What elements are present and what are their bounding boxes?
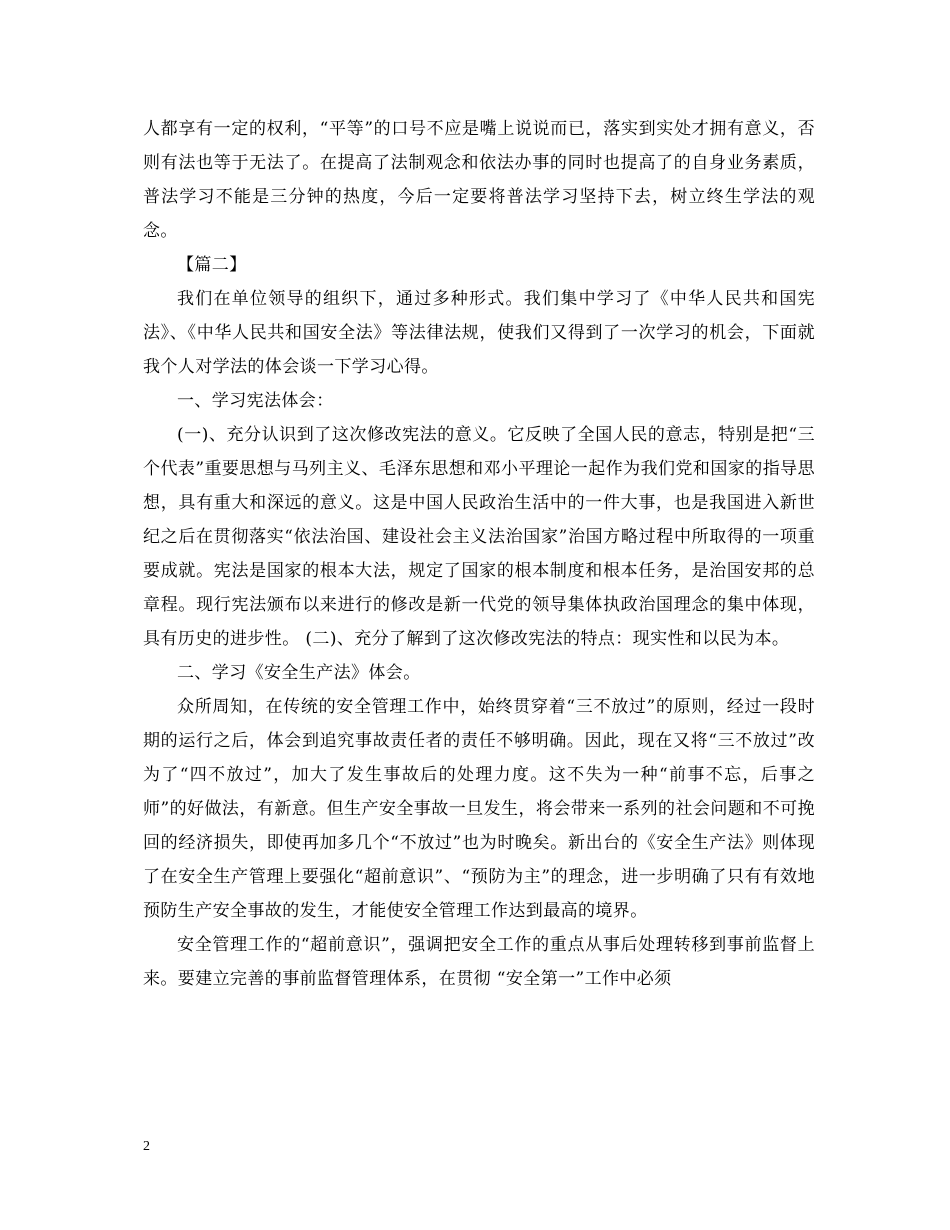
subheading-constitution: 一、学习宪法体会：	[177, 391, 334, 411]
paragraph-constitution: (一)、充分认识到了这次修改宪法的意义。它反映了全国人民的意志，特别是把“三个代表”重要思想与马列主义、毛泽东思想和邓小平理论一起作为我们党和国家的指导思想，具有重大和深远的意义。这是中国人民政治生活中的一件大事，也是我国进入新世纪之后在贯彻落实“依法治国、建设社会主义法治国家”治国方略过程中所取得的一项重要成就。宪法是国家的根本大法，规定了国家的根本制度和根本任务，是治国安邦的总章程。现行宪法颁布以来进行的修改是新一代党的领导集体执政治国理念的集中体现，具有历史的进步性。 (二)、充分了解到了这次修改宪法的特点：现实性和以民为本。	[143, 425, 815, 649]
document-body	[143, 112, 815, 996]
section-heading-part-two: 【篇二】	[177, 255, 247, 275]
subheading-safety-law: 二、学习《安全生产法》体会。	[177, 663, 421, 683]
paragraph-1: 人都享有一定的权利，“平等”的口号不应是嘴上说说而已，落实到实处才拥有意义，否则有法也等于无法了。在提高了法制观念和依法办事的同时也提高了的自身业务素质，普法学习不能是三分钟的热度，今后一定要将普法学习坚持下去，树立终生学法的观念。	[143, 119, 815, 241]
paragraph-proactive: 安全管理工作的“超前意识”，强调把安全工作的重点从事后处理转移到事前监督上来。要建立完善的事前监督管理体系，在贯彻 “安全第一”工作中必须	[143, 935, 815, 989]
paragraph-intro: 我们在单位领导的组织下，通过多种形式。我们集中学习了《中华人民共和国宪法》、《中华人民共和国安全法》等法律法规，使我们又得到了一次学习的机会，下面就我个人对学法的体会谈一下学习心得。	[143, 289, 815, 377]
paragraph-safety-law: 众所周知，在传统的安全管理工作中，始终贯穿着“三不放过”的原则，经过一段时期的运行之后，体会到追究事故责任者的责任不够明确。因此，现在又将“三不放过”改为了“四不放过”，加大了发生事故后的处理力度。这不失为一种“前事不忘，后事之师”的好做法，有新意。但生产安全事故一旦发生，将会带来一系列的社会问题和不可挽回的经济损失，即使再加多几个“不放过”也为时晚矣。新出台的《安全生产法》则体现了在安全生产管理上要强化“超前意识”、“预防为主”的理念，进一步明确了只有有效地预防生产安全事故的发生，才能使安全管理工作达到最高的境界。	[143, 697, 815, 921]
page-number: 2	[143, 1139, 150, 1154]
